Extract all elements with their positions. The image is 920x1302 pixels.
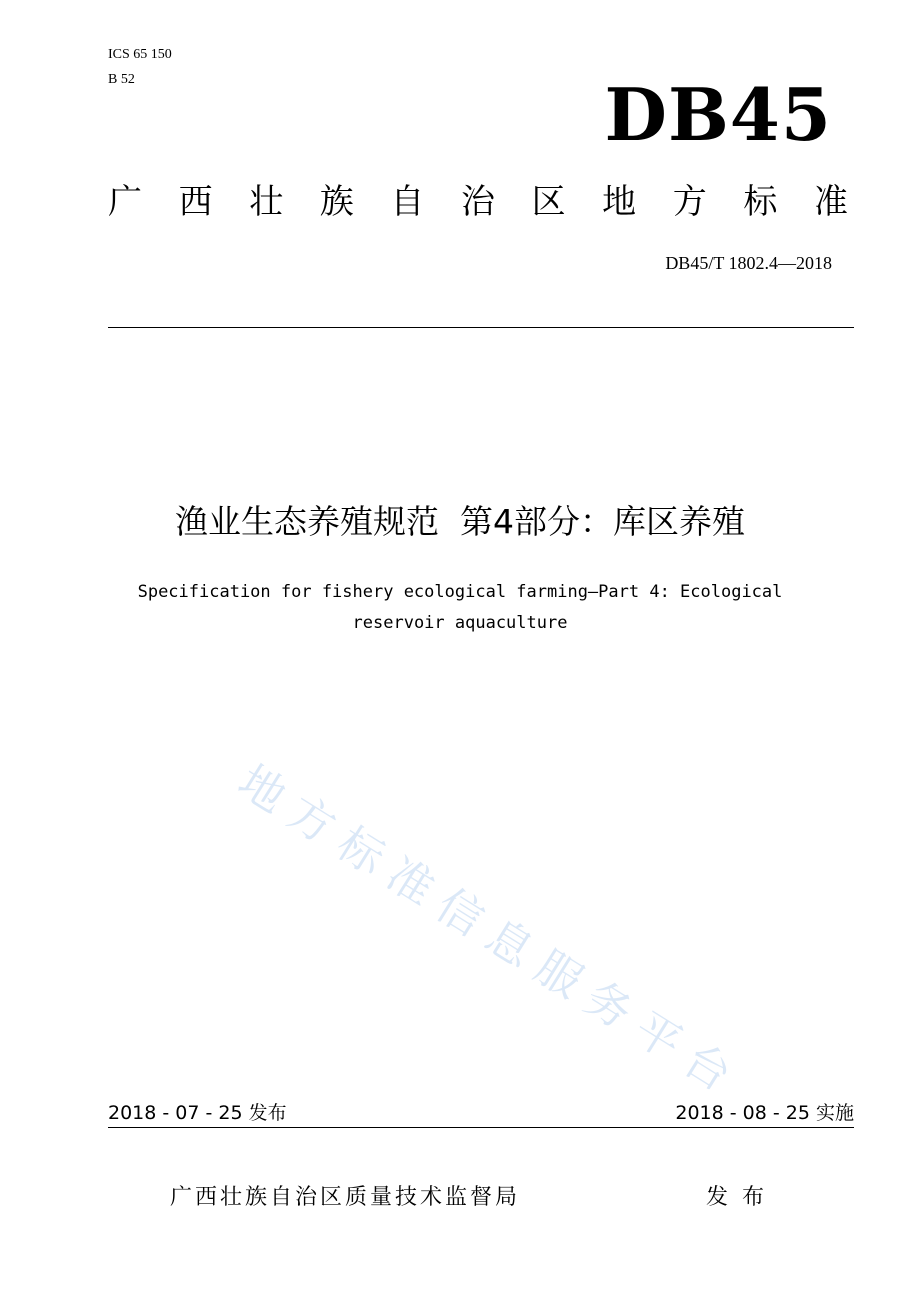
ccs-code: B 52 [108, 72, 135, 87]
standard-type-char: 标 [743, 182, 778, 222]
standard-type-char: 广 [108, 182, 142, 222]
issued-label: 发布 [706, 1185, 779, 1210]
standard-type-heading [108, 180, 848, 224]
db45-logo: DB45 [604, 72, 832, 157]
top-divider [108, 327, 854, 328]
implementation-date: 2018 - 08 - 25 实施 [675, 1102, 854, 1124]
standard-type-char: 西 [178, 182, 213, 222]
standard-type-char: 地 [602, 182, 637, 222]
standard-type-char: 区 [531, 182, 566, 222]
watermark-text: 地方标准信息服务平台 [229, 754, 741, 1102]
standard-number: DB45/T 1802.4—2018 [665, 253, 832, 273]
title-english-line-2: reservoir aquaculture [352, 613, 568, 633]
issuing-authority: 广西壮族自治区质量技术监督局 [170, 1185, 521, 1210]
standard-type-char: 治 [460, 182, 495, 222]
issue-date: 2018 - 07 - 25 发布 [108, 1102, 287, 1124]
standard-type-char: 方 [672, 182, 707, 222]
standard-type-char: 族 [319, 182, 354, 222]
ics-code: ICS 65 150 [108, 47, 172, 62]
standard-type-char: 准 [813, 182, 848, 222]
bottom-divider [108, 1127, 854, 1128]
title-english-line-1: Specification for fishery ecological farming—Part 4: Ecological [137, 582, 783, 602]
standard-type-char: 自 [390, 182, 425, 222]
standard-type-char: 壮 [249, 182, 284, 222]
title-chinese: 渔业生态养殖规范 第4部分：库区养殖 [175, 502, 745, 541]
